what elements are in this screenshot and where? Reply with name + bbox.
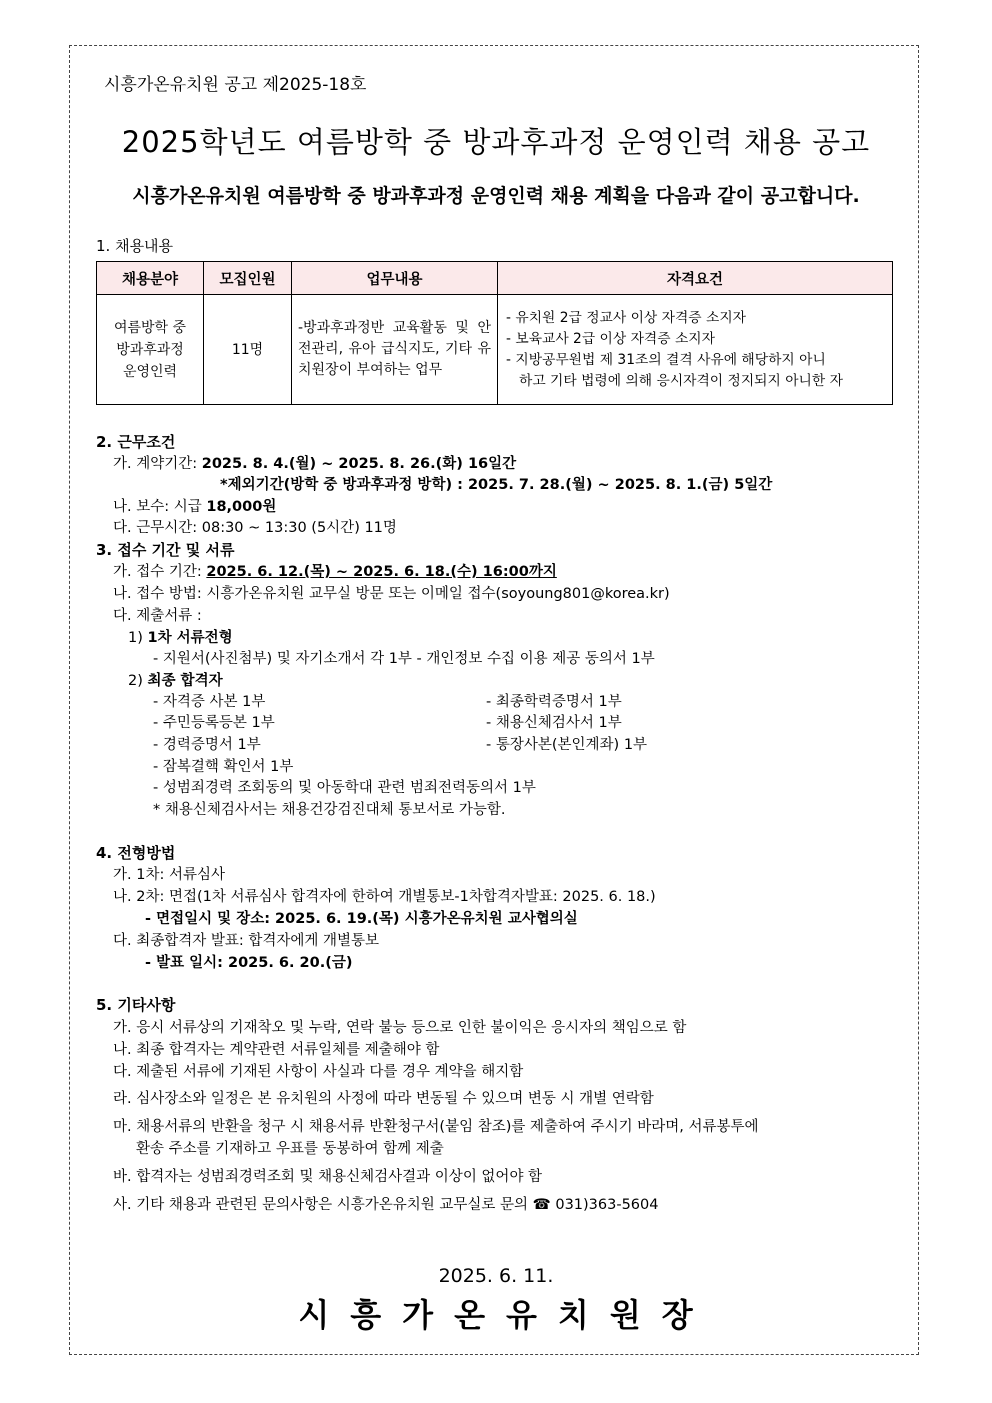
work-hours: 다. 근무시간: 08:30 ~ 13:30 (5시간) 11명 (113, 520, 397, 536)
interview-schedule: - 면접일시 및 장소: 2025. 6. 19.(목) 시흥가온유치원 교사협의실 (145, 911, 578, 927)
qualification-line: 하고 기타 법령에 의해 응시자격이 정지되지 아니한 자 (519, 372, 843, 389)
announcement-date: - 발표 일시: 2025. 6. 20.(금) (145, 955, 353, 971)
field-cell (97, 295, 204, 405)
table-header-row (97, 262, 893, 295)
other-item: 라. 심사장소와 일정은 본 유치원의 사정에 따라 변동될 수 있으며 변동 시 개별 연락함 (113, 1091, 654, 1107)
first-screening-items: - 지원서(사진첨부) 및 자기소개서 각 1부 - 개인정보 수집 이용 제공 동의서 1부 (153, 651, 655, 667)
notice-number: 시흥가온유치원 공고 제2025-18호 (104, 75, 367, 95)
qualification-line: - 보육교사 2급 이상 자격증 소지자 (506, 330, 715, 347)
page-title: 2025학년도 여름방학 중 방과후과정 운영인력 채용 공고 (121, 125, 871, 159)
pay-label: 나. 보수: 시급 (113, 499, 207, 515)
qualification-line: - 지방공무원법 제 31조의 결격 사유에 해당하지 아니 (506, 351, 826, 368)
first-screening-title (128, 626, 233, 647)
field-line: 방과후과정 (116, 341, 184, 358)
excluded-period: *제외기간(방학 중 방과후과정 방학) : 2025. 7. 28.(월) ~ 2025. 8. 1.(금) 5일간 (220, 477, 773, 493)
list-item: - 통장사본(본인계좌) 1부 (486, 737, 648, 753)
list-number: 2) (128, 673, 148, 689)
pay (113, 495, 276, 516)
column-header: 채용분야 (97, 262, 204, 295)
other-item: 가. 응시 서류상의 기재착오 및 누락, 연락 불능 등으로 인한 불이익은 응시자의 책임으로 함 (113, 1020, 687, 1036)
section-other-heading: 5. 기타사항 (96, 996, 176, 1014)
list-item: - 최종학력증명서 1부 (486, 694, 622, 710)
documents-note: * 채용신체검사서는 채용건강검진대체 통보서로 가능함. (153, 802, 506, 818)
list-item: - 주민등록등본 1부 (153, 715, 275, 731)
qualification-cell (498, 295, 893, 405)
section-selection-heading: 4. 전형방법 (96, 844, 176, 862)
list-item: - 경력증명서 1부 (153, 737, 261, 753)
column-header: 모집인원 (204, 262, 292, 295)
selection-first: 가. 1차: 서류심사 (113, 867, 225, 883)
other-item: 사. 기타 채용과 관련된 문의사항은 시흥가온유치원 교무실로 문의 ☎ 031)363-5604 (113, 1197, 659, 1213)
count-cell: 11명 (204, 295, 292, 405)
field-line: 여름방학 중 (113, 319, 187, 336)
contract-value: 2025. 8. 4.(월) ~ 2025. 8. 26.(화) 16일간 (201, 456, 517, 472)
other-item: 나. 최종 합격자는 계약관련 서류일체를 제출해야 함 (113, 1042, 440, 1058)
signature: 시흥가온유치원장 (298, 1296, 714, 1334)
other-item-continued: 환송 주소를 기재하고 우표를 동봉하여 함께 제출 (136, 1141, 444, 1157)
column-header: 업무내용 (292, 262, 498, 295)
contract-period (113, 452, 516, 473)
section-recruitment-heading: 1. 채용내용 (96, 237, 174, 255)
application-method: 나. 접수 방법: 시흥가온유치원 교무실 방문 또는 이메일 접수(soyoung801@korea.kr) (113, 586, 670, 602)
application-period (113, 560, 557, 581)
table-row (97, 295, 893, 405)
selection-second: 나. 2차: 면접(1차 서류심사 합격자에 한하여 개별통보-1차합격자발표: 2025. 6. 18.) (113, 889, 656, 905)
recruitment-table (96, 261, 893, 405)
column-header: 자격요건 (498, 262, 893, 295)
section-application-heading: 3. 접수 기간 및 서류 (96, 541, 235, 559)
other-item: 다. 제출된 서류에 기재된 사항이 사실과 다를 경우 계약을 해지함 (113, 1064, 524, 1080)
qualification-line: - 유치원 2급 정교사 이상 자격증 소지자 (506, 309, 746, 326)
application-period-label: 가. 접수 기간: (113, 564, 207, 580)
list-item: - 채용신체검사서 1부 (486, 715, 622, 731)
list-title: 1차 서류전형 (147, 630, 233, 646)
section-work-conditions-heading: 2. 근무조건 (96, 433, 176, 451)
pay-value: 18,000원 (206, 499, 277, 515)
list-number: 1) (128, 630, 148, 646)
other-item: 마. 채용서류의 반환을 청구 시 채용서류 반환청구서(붙임 참조)를 제출하여 주시기 바라며, 서류봉투에 (113, 1119, 759, 1135)
list-item: - 잠복결핵 확인서 1부 (153, 759, 294, 775)
list-item: - 성범죄경력 조회동의 및 아동학대 관련 범죄전력동의서 1부 (153, 780, 536, 796)
application-period-value: 2025. 6. 12.(목) ~ 2025. 6. 18.(수) 16:00까지 (206, 564, 557, 580)
field-line: 운영인력 (122, 363, 178, 380)
other-item: 바. 합격자는 성범죄경력조회 및 채용신체검사결과 이상이 없어야 함 (113, 1169, 543, 1185)
page-subtitle: 시흥가온유치원 여름방학 중 방과후과정 운영인력 채용 계획을 다음과 같이 공고합니다. (132, 185, 860, 207)
documents-label: 다. 제출서류 : (113, 608, 202, 624)
duty-cell: -방과후과정반 교육활동 및 안전관리, 유아 급식지도, 기타 유치원장이 부여하는 업무 (292, 295, 498, 405)
list-item: - 자격증 사본 1부 (153, 694, 266, 710)
contract-label: 가. 계약기간: (113, 456, 202, 472)
notice-date: 2025. 6. 11. (438, 1265, 554, 1287)
selection-final: 다. 최종합격자 발표: 합격자에게 개별통보 (113, 933, 380, 949)
list-title: 최종 합격자 (147, 673, 223, 689)
final-passer-title (128, 669, 223, 690)
